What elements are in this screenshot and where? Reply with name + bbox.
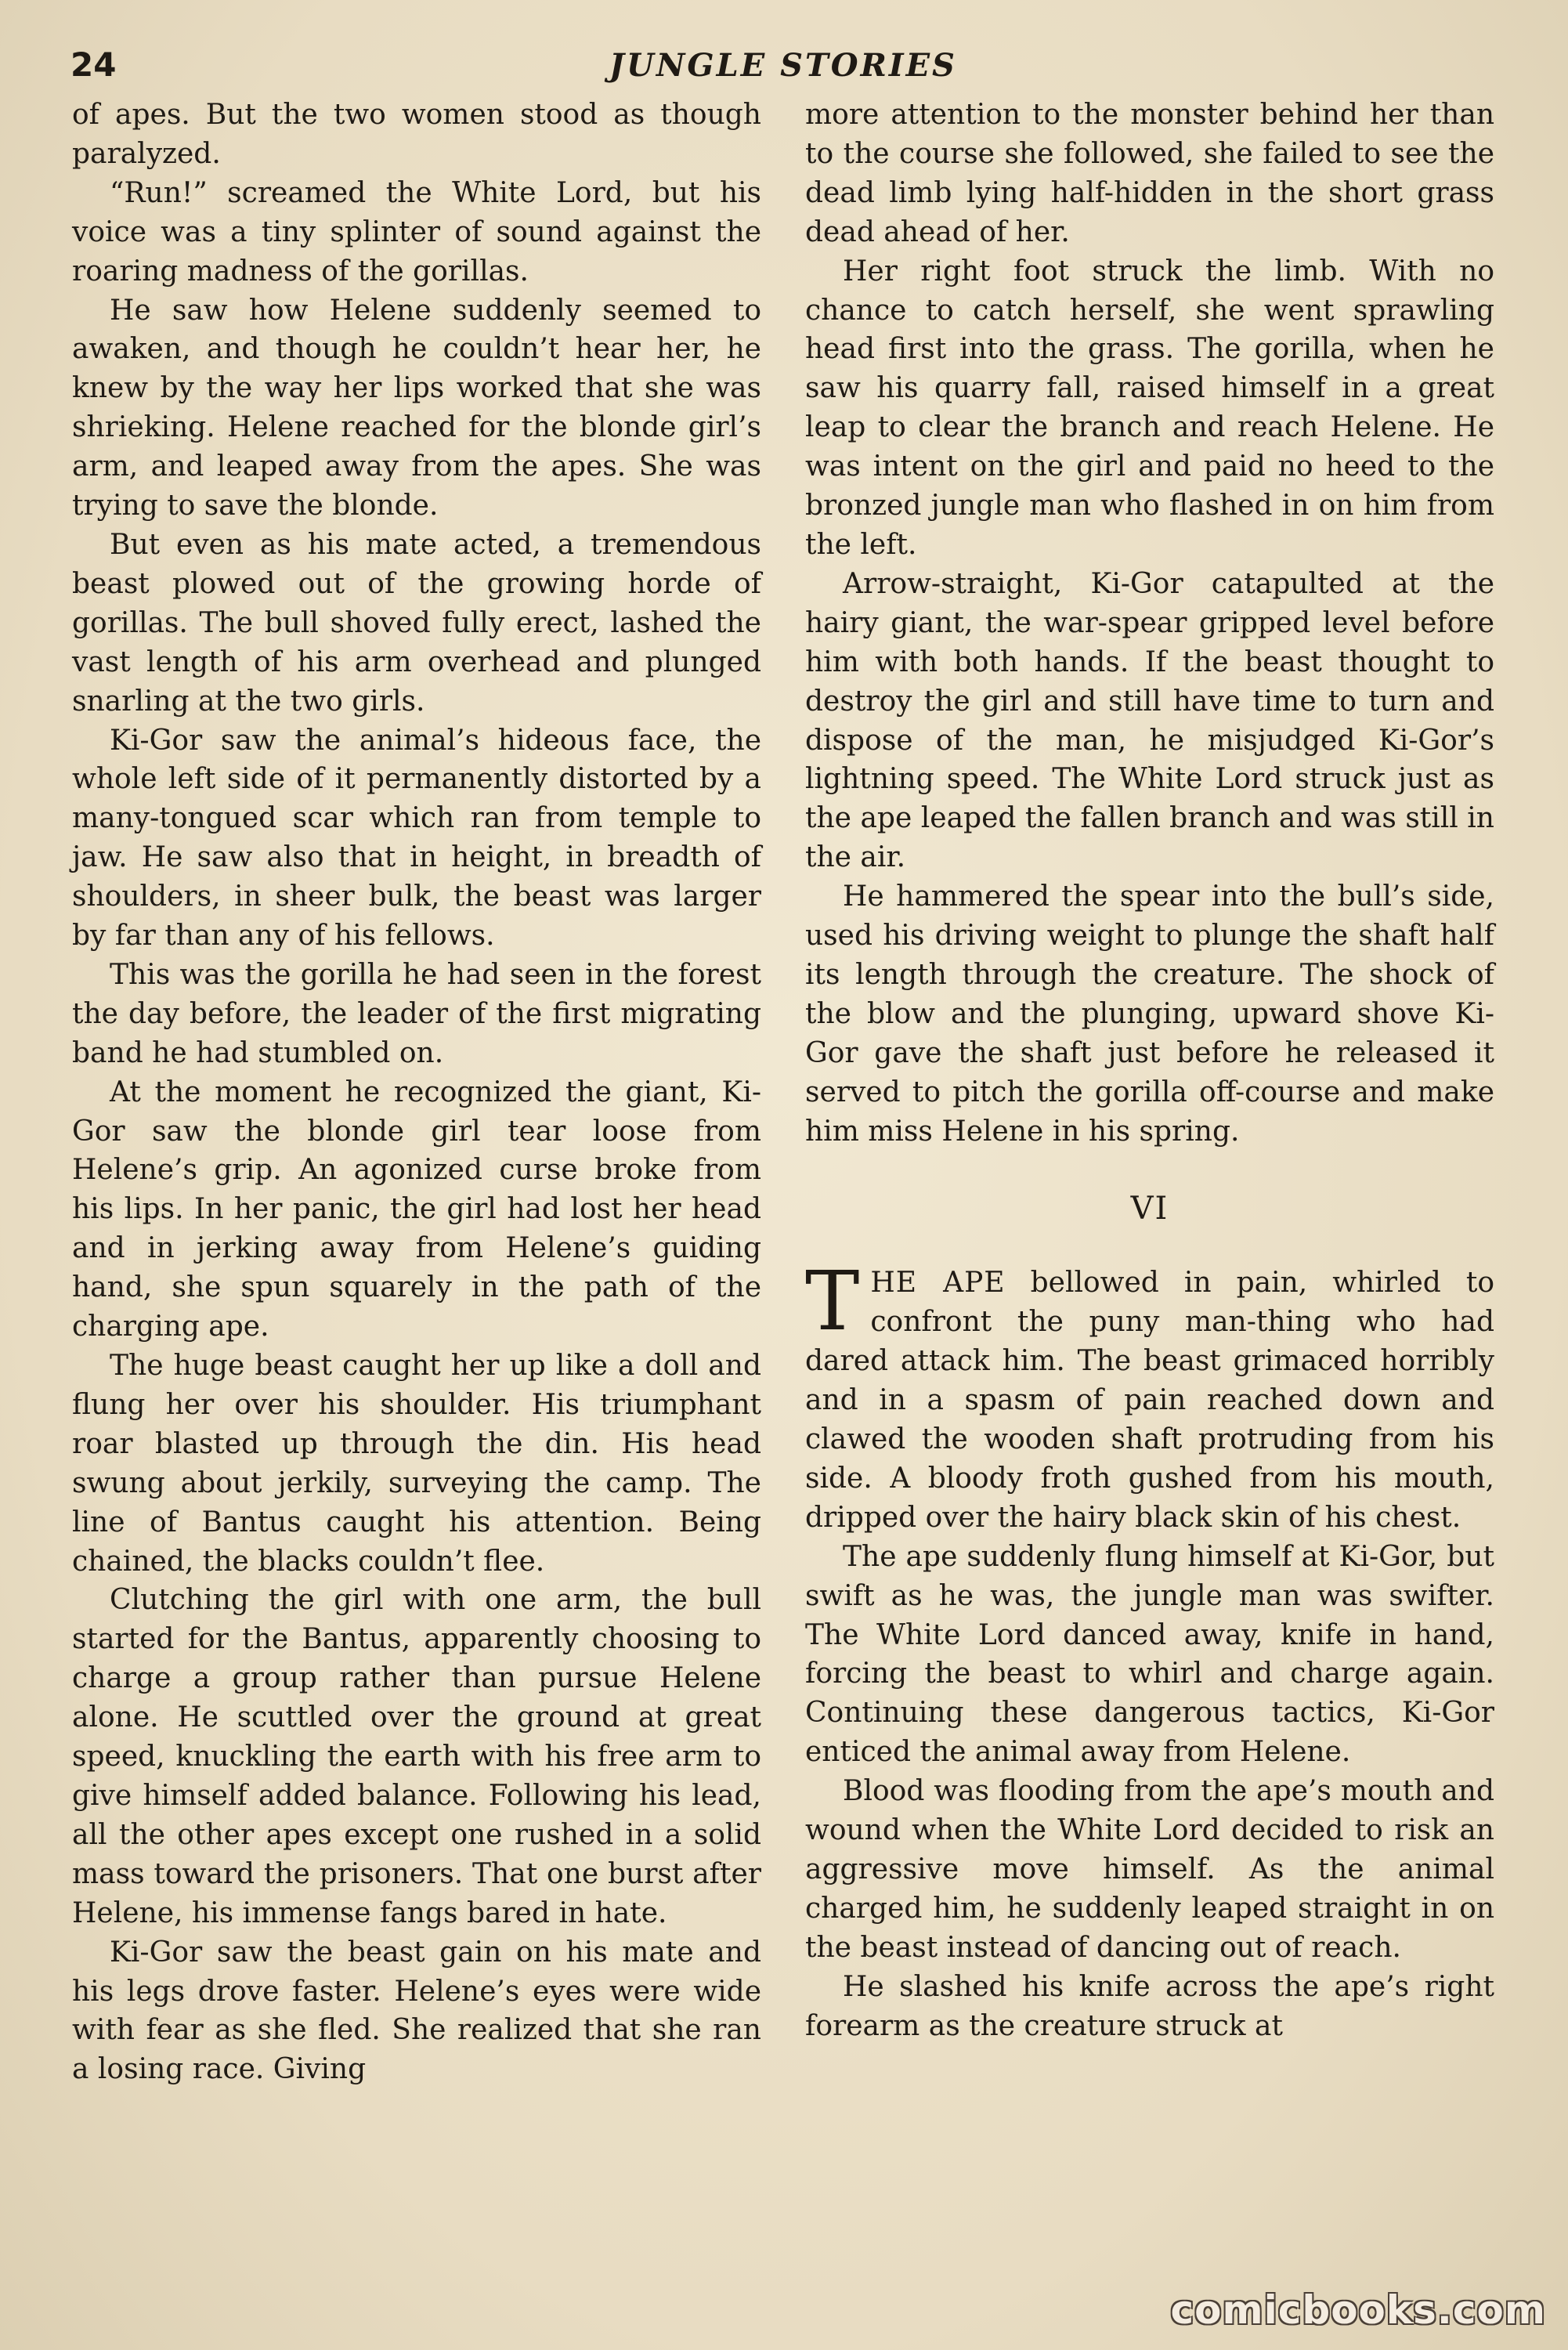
- chapter-opening-paragraph: [805, 1253, 1494, 1537]
- paragraph: At the moment he recognized the giant, Ki-Gor saw the blonde girl tear loose from Helene’s grip. An agonized curse broke from his lips. In her panic, the girl had lost her head and in jerking away from Helene’s guiding hand, she spun squarely in the path of the charging ape.: [72, 1076, 761, 1343]
- paragraph: Ki-Gor saw the animal’s hideous face, the whole left side of it permanently distorted by a many-tongued scar which ran from temple to jaw. He saw also that in height, in breadth of shoulders, in sheer bulk, the beast was larger by far than any of his fellows.: [72, 724, 761, 953]
- opening-words: HE APE: [870, 1267, 1006, 1300]
- page-header: [70, 45, 1496, 96]
- paragraph: Blood was flooding from the ape’s mouth and wound when the White Lord decided to risk an aggressive move himself. As the animal charged him, he suddenly leaped straight in on the beast instead of dancing out of reach.: [805, 1775, 1494, 1964]
- paragraph: He hammered the spear into the bull’s side, used his driving weight to plunge the shaft half its length through the creature. The shock of the blow and the plunging, upward shove Ki-Gor gave the shaft just before he released it served to pitch the gorilla off-course and make him miss Helene in his spring.: [805, 880, 1494, 1148]
- chapter-heading: VI: [1130, 1191, 1169, 1227]
- left-column: [72, 96, 761, 2089]
- drop-cap: T: [805, 1253, 860, 1350]
- paragraph: The ape suddenly flung himself at Ki-Gor, but swift as he was, the jungle man was swifter. The White Lord danced away, knife in hand, forcing the beast to whirl and charge again. Continuing these dangerous tactics, Ki-Gor enticed the animal away from Helene.: [805, 1540, 1494, 1769]
- paragraph: of apes. But the two women stood as though paralyzed.: [72, 99, 761, 170]
- opening-text: bellowed in pain, whirled to confront the puny man-thing who had dared attack him. The beast grimaced horribly and in a spasm of pain reached down and clawed the wooden shaft protruding from his side. A bloody froth gushed from his mouth, dripped over the hairy black skin of his chest.: [805, 1267, 1494, 1534]
- paragraph: Clutching the girl with one arm, the bull started for the Bantus, apparently choosing to charge a group rather than pursue Helene alone. He scuttled over the ground at great speed, knuckling the earth with his free arm to give himself added balance. Following his lead, all the other apes except one rushed in a solid mass toward the prisoners. That one burst after Helene, his immense fangs bared in hate.: [72, 1584, 761, 1929]
- paragraph: Ki-Gor saw the beast gain on his mate and his legs drove faster. Helene’s eyes were wide with fear as she fled. She realized that she ran a losing race. Giving: [72, 1936, 761, 2086]
- paragraph: “Run!” screamed the White Lord, but his voice was a tiny splinter of sound against the roaring madness of the gorillas.: [72, 176, 761, 287]
- running-title: JUNGLE STORIES: [609, 47, 957, 84]
- page-number: 24: [70, 45, 117, 84]
- paragraph: Arrow-straight, Ki-Gor catapulted at the hairy giant, the war-spear gripped level before him with both hands. If the beast thought to destroy the girl and still have time to turn and dispose of the man, he misjudged Ki-Gor’s lightning speed. The White Lord struck just as the ape leaped the fallen branch and was still in the air.: [805, 567, 1494, 874]
- paragraph: He slashed his knife across the ape’s right forearm as the creature struck at: [805, 1970, 1494, 2042]
- paragraph: This was the gorilla he had seen in the forest the day before, the leader of the first migrating band he had stumbled on.: [72, 958, 761, 1069]
- watermark-logo: comicbooks.com: [1170, 2287, 1546, 2333]
- paragraph: more attention to the monster behind her than to the course she followed, she failed to see the dead limb lying half-hidden in the short grass dead ahead of her.: [805, 99, 1494, 248]
- paragraph: But even as his mate acted, a tremendous beast plowed out of the growing horde of gorillas. The bull shoved fully erect, lashed the vast length of his arm overhead and plunged snarling at the two girls.: [72, 528, 761, 718]
- right-column: [805, 96, 1494, 2046]
- paragraph: He saw how Helene suddenly seemed to awaken, and though he couldn’t hear her, he knew by the way her lips worked that she was shrieking. Helene reached for the blonde girl’s arm, and leaped away from the apes. She was trying to save the blonde.: [72, 294, 761, 522]
- paragraph: The huge beast caught her up like a doll and flung her over his shoulder. His triumphant roar blasted up through the din. His head swung about jerkily, surveying the camp. The line of Bantus caught his attention. Being chained, the blacks couldn’t flee.: [72, 1350, 761, 1578]
- paragraph: Her right foot struck the limb. With no chance to catch herself, she went sprawling head first into the grass. The gorilla, when he saw his quarry fall, raised himself in a great leap to clear the branch and reach Helene. He was intent on the girl and paid no heed to the bronzed jungle man who flashed in on him from the left.: [805, 255, 1494, 561]
